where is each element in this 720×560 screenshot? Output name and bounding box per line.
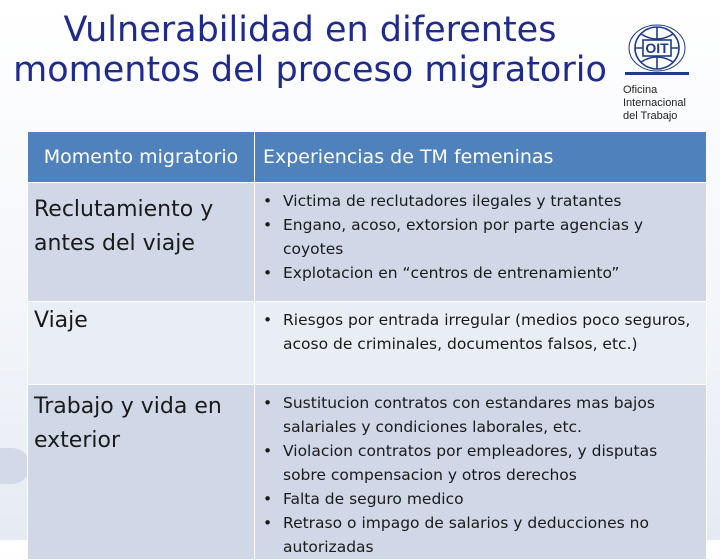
- list-item: • Falta de seguro medico: [261, 487, 698, 511]
- logo-line-3: del Trabajo: [623, 110, 678, 122]
- list-item: • Victima de reclutadores ilegales y tratantes: [261, 189, 698, 213]
- moment-cell: Reclutamiento y antes del viaje: [28, 183, 255, 302]
- list-item: • Engano, acoso, extorsion por parte agencias y coyotes: [261, 213, 698, 261]
- list-item: • Retraso o impago de salarios y deducciones no autorizadas: [261, 511, 698, 559]
- table-row: [28, 302, 707, 385]
- slide-title: [0, 10, 620, 90]
- header-experiencias: Experiencias de TM femeninas: [255, 132, 707, 183]
- title-line-1: Vulnerabilidad en diferentes: [63, 10, 557, 50]
- list-item: • Riesgos por entrada irregular (medios poco seguros, acoso de criminales, documentos falsos, etc.): [261, 308, 698, 356]
- header-momento: Momento migratorio: [28, 132, 255, 183]
- experience-cell: [255, 302, 707, 385]
- experience-cell: [255, 385, 707, 560]
- moment-cell: Viaje: [28, 302, 255, 385]
- svg-text:OIT: OIT: [645, 40, 669, 56]
- logo-line-2: Internacional: [623, 97, 686, 109]
- ilo-emblem-icon: [625, 24, 689, 80]
- ilo-logo-text: [623, 84, 719, 123]
- table-row: [28, 385, 707, 560]
- list-item: • Explotacion en “centros de entrenamiento”: [261, 261, 698, 285]
- ilo-logo: [620, 24, 720, 128]
- logo-line-1: Oficina: [623, 84, 658, 96]
- experience-cell: [255, 183, 707, 302]
- title-line-2: momentos del proceso migratorio: [13, 50, 607, 90]
- table-row: [28, 183, 707, 302]
- list-item: • Sustitucion contratos con estandares mas bajos salariales y condiciones laborales, etc.: [261, 391, 698, 439]
- table-header-row: [28, 132, 707, 183]
- migration-table: [27, 131, 707, 560]
- background-decoration: [0, 448, 30, 484]
- list-item: • Violacion contratos por empleadores, y disputas sobre compensacion y otros derechos: [261, 439, 698, 487]
- moment-cell: Trabajo y vida en exterior: [28, 385, 255, 560]
